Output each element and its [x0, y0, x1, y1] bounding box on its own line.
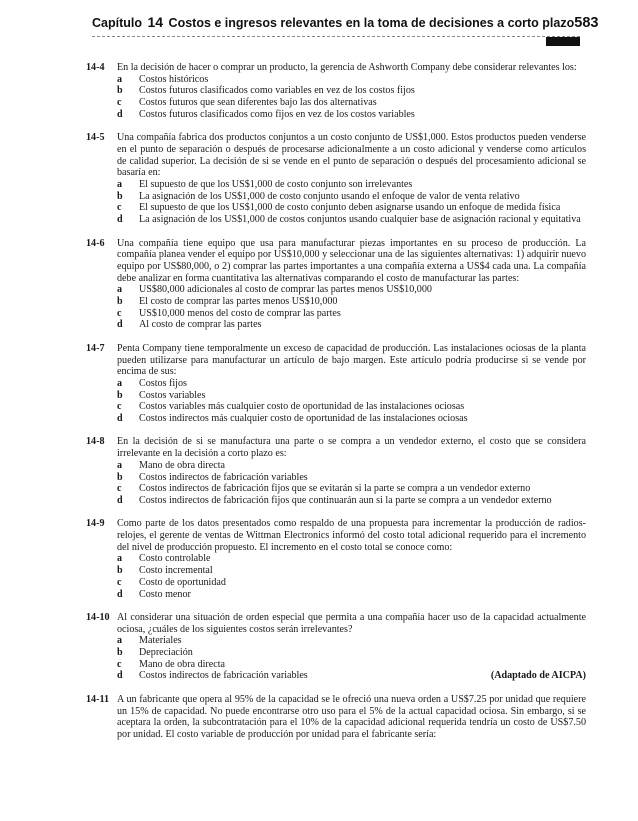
problem-number: 14-7 — [86, 342, 105, 354]
option-text: Costos indirectos más cualquier costo de oportunidad de las instalaciones ociosas — [139, 413, 468, 425]
chapter-title: Costos e ingresos relevantes en la toma de decisiones a corto plazo — [168, 16, 575, 30]
option-letter: d — [117, 670, 123, 682]
answer-option — [117, 460, 586, 472]
problem-statement: En la decisión de hacer o comprar un producto, la gerencia de Ashworth Company debe considerar relevantes los: — [117, 62, 577, 73]
problem-statement: Penta Company tiene temporalmente un exceso de capacidad de producción. Las instalaciones ociosas de la planta pueden utilizarse para manufacturar un artículo de bajo margen. Este artículo podría producirse si se vende por encima de sus: — [117, 342, 586, 378]
option-text: Costo menor — [139, 588, 191, 600]
problem-body — [117, 694, 586, 741]
chapter-heading — [92, 14, 574, 30]
problem-body — [117, 612, 586, 682]
answer-option — [117, 495, 586, 507]
option-letter: a — [117, 635, 123, 647]
option-letter: c — [117, 483, 122, 495]
option-text: Costo de oportunidad — [139, 576, 226, 588]
problem-statement: Una compañía fabrica dos productos conjuntos a un costo conjunto de US$1,000. Estos productos pueden venderse en el punto de separación o después de procesarse adicionalmente a un costo adicional y venderse como artículos de calidad superior. La decisión de si se vende en el punto de separación o después del procesamiento adicional se basaría en: — [117, 132, 586, 179]
answer-option — [117, 670, 586, 682]
option-letter: b — [117, 565, 123, 577]
option-letter: d — [117, 319, 123, 331]
option-letter: a — [117, 73, 123, 85]
answer-option — [117, 319, 586, 331]
answer-option — [117, 589, 586, 601]
problem-statement: A un fabricante que opera al 95% de la capacidad se le ofreció una nueva orden a US$7.25 por unidad que requiere un 15% de capacidad. No puede encontrarse otro uso para el 5% de la actual capacidad ociosa. Sin embargo, si se aceptara la orden, la subcontratación para el 10% de la capacidad adicional requerida tendría un costo de US$7.50 por unidad. El costo variable de producción por unidad para el fabricante sería: — [117, 693, 586, 740]
option-text: Costos indirectos de fabricación fijos que se evitarán si la parte se compra a un vendedor externo — [139, 483, 531, 495]
problem-number: 14-4 — [86, 62, 105, 73]
header-rule — [92, 36, 580, 37]
answer-option — [117, 647, 586, 659]
answer-option — [117, 577, 586, 589]
problem-statement: Como parte de los datos presentados como respaldo de una propuesta para incrementar la producción de radios-relojes, el gerente de ventas de Wittman Electronics informó del costo total adicional requerido para el incremento del nivel de producción propuesto. El incremento en el costo total se conoce como: — [117, 518, 586, 553]
option-text: Costos fijos — [139, 377, 187, 389]
answer-option — [117, 202, 586, 214]
option-text: Costo incremental — [139, 565, 213, 577]
problem-item — [86, 694, 586, 741]
option-letter: b — [117, 471, 123, 483]
answer-option — [117, 214, 586, 226]
problem-item — [86, 132, 586, 226]
answer-option — [117, 553, 586, 565]
problem-item — [86, 612, 586, 682]
option-letter: a — [117, 459, 123, 471]
problem-body — [117, 132, 586, 226]
option-text: Costos futuros clasificados como variables en vez de los costos fijos — [139, 85, 415, 97]
option-letter: c — [117, 307, 122, 319]
answer-option — [117, 97, 586, 109]
option-text: El supuesto de que los US$1,000 de costo conjunto son irrelevantes — [139, 179, 413, 191]
option-text: Costos variables más cualquier costo de oportunidad de las instalaciones ociosas — [139, 401, 465, 413]
answer-option — [117, 472, 586, 484]
option-letter: d — [117, 108, 123, 120]
answer-option — [117, 390, 586, 402]
problem-item — [86, 343, 586, 425]
answer-option — [117, 659, 586, 671]
option-text: El costo de comprar las partes menos US$10,000 — [139, 296, 338, 308]
answer-option — [117, 74, 586, 86]
problem-number: 14-6 — [86, 237, 105, 249]
option-letter: c — [117, 97, 122, 109]
option-text: El supuesto de que los US$1,000 de costo conjunto deben asignarse usando un enfoque de medida física — [139, 202, 561, 214]
problem-item — [86, 436, 586, 506]
option-text: Mano de obra directa — [139, 459, 226, 471]
option-letter: c — [117, 658, 122, 670]
answer-option — [117, 378, 586, 390]
option-text: Materiales — [139, 635, 182, 647]
option-text: Costos históricos — [139, 73, 209, 85]
problem-body — [117, 343, 586, 425]
problem-number: 14-9 — [86, 518, 105, 530]
option-text: Mano de obra directa — [139, 658, 226, 670]
problem-item — [86, 518, 586, 600]
answer-option — [117, 635, 586, 647]
chapter-number: 14 — [147, 14, 164, 30]
option-text: Costos futuros que sean diferentes bajo las dos alternativas — [139, 97, 377, 109]
answer-option — [117, 109, 586, 121]
answer-option — [117, 413, 586, 425]
option-letter: c — [117, 576, 122, 588]
option-letter: b — [117, 190, 123, 202]
problem-body — [117, 436, 586, 506]
source-citation: (Adaptado de AICPA) — [490, 670, 586, 682]
option-letter: a — [117, 553, 123, 565]
problem-number: 14-11 — [86, 693, 109, 705]
option-letter: c — [117, 202, 122, 214]
option-letter: a — [117, 179, 123, 191]
option-text: Costos futuros clasificados como fijos en vez de los costos variables — [139, 108, 415, 120]
option-text: Depreciación — [139, 647, 193, 659]
option-letter: d — [117, 494, 123, 506]
problem-number: 14-5 — [86, 132, 105, 144]
answer-option — [117, 191, 586, 203]
option-letter: b — [117, 85, 123, 97]
answer-option — [117, 296, 586, 308]
problem-body — [117, 518, 586, 600]
option-text: La asignación de los US$1,000 de costos conjuntos usando cualquier base de asignación racional y equitativa — [139, 214, 581, 226]
answer-option — [117, 565, 586, 577]
problem-item — [86, 238, 586, 332]
answer-option — [117, 483, 586, 495]
problem-statement: Al considerar una situación de orden especial que permita a una compañía hacer uso de la capacidad actualmente ociosa, ¿cuáles de los siguientes costos serán irrelevantes? — [117, 611, 586, 635]
problem-item — [86, 62, 586, 121]
answer-option — [117, 401, 586, 413]
running-header — [92, 14, 599, 31]
option-text: Al costo de comprar las partes — [139, 319, 262, 331]
answer-option — [117, 179, 586, 191]
answer-option — [117, 85, 586, 97]
option-text: US$80,000 adicionales al costo de comprar las partes menos US$10,000 — [139, 284, 432, 296]
option-letter: d — [117, 588, 123, 600]
answer-option — [117, 284, 586, 296]
option-text: Costos indirectos de fabricación variables — [139, 670, 308, 682]
problem-body — [117, 238, 586, 332]
option-letter: a — [117, 377, 123, 389]
option-letter: a — [117, 284, 123, 296]
option-text: La asignación de los US$1,000 de costo conjunto usando el enfoque de valor de venta relativo — [139, 190, 520, 202]
option-letter: b — [117, 647, 123, 659]
page-number: 583 — [574, 15, 599, 31]
option-text: Costo controlable — [139, 553, 211, 565]
option-text: Costos indirectos de fabricación fijos que continuarán aun si la parte se compra a un vendedor externo — [139, 494, 552, 506]
chapter-tab-marker — [546, 37, 580, 46]
option-text: Costos variables — [139, 389, 206, 401]
option-letter: c — [117, 401, 122, 413]
problem-number: 14-10 — [86, 611, 110, 623]
option-letter: d — [117, 413, 123, 425]
answer-option — [117, 308, 586, 320]
chapter-label: Capítulo — [92, 16, 142, 30]
option-letter: d — [117, 214, 123, 226]
option-text: Costos indirectos de fabricación variables — [139, 471, 308, 483]
problem-number: 14-8 — [86, 436, 105, 448]
problem-statement: En la decisión de si se manufactura una parte o se compra a un vendedor externo, el costo que se considera irrelevante en la decisión a corto plazo es: — [117, 436, 586, 460]
problem-statement: Una compañía tiene equipo que usa para manufacturar piezas importantes en su proceso de producción. La compañía planea vender el equipo por US$10,000 y seleccionar una de las siguientes alternativas: 1) adquirir nuevo equipo por US$80,000, o 2) comprar las partes importantes a una compañía externa a US$4 cada una. La compañía debe analizar en forma cuantitativa las alternativas comparando el costo de manufacturar las partes: — [117, 237, 586, 284]
option-text: US$10,000 menos del costo de comprar las partes — [139, 307, 341, 319]
problem-list — [86, 62, 586, 752]
option-letter: b — [117, 296, 123, 308]
option-letter: b — [117, 389, 123, 401]
problem-body — [117, 62, 586, 121]
